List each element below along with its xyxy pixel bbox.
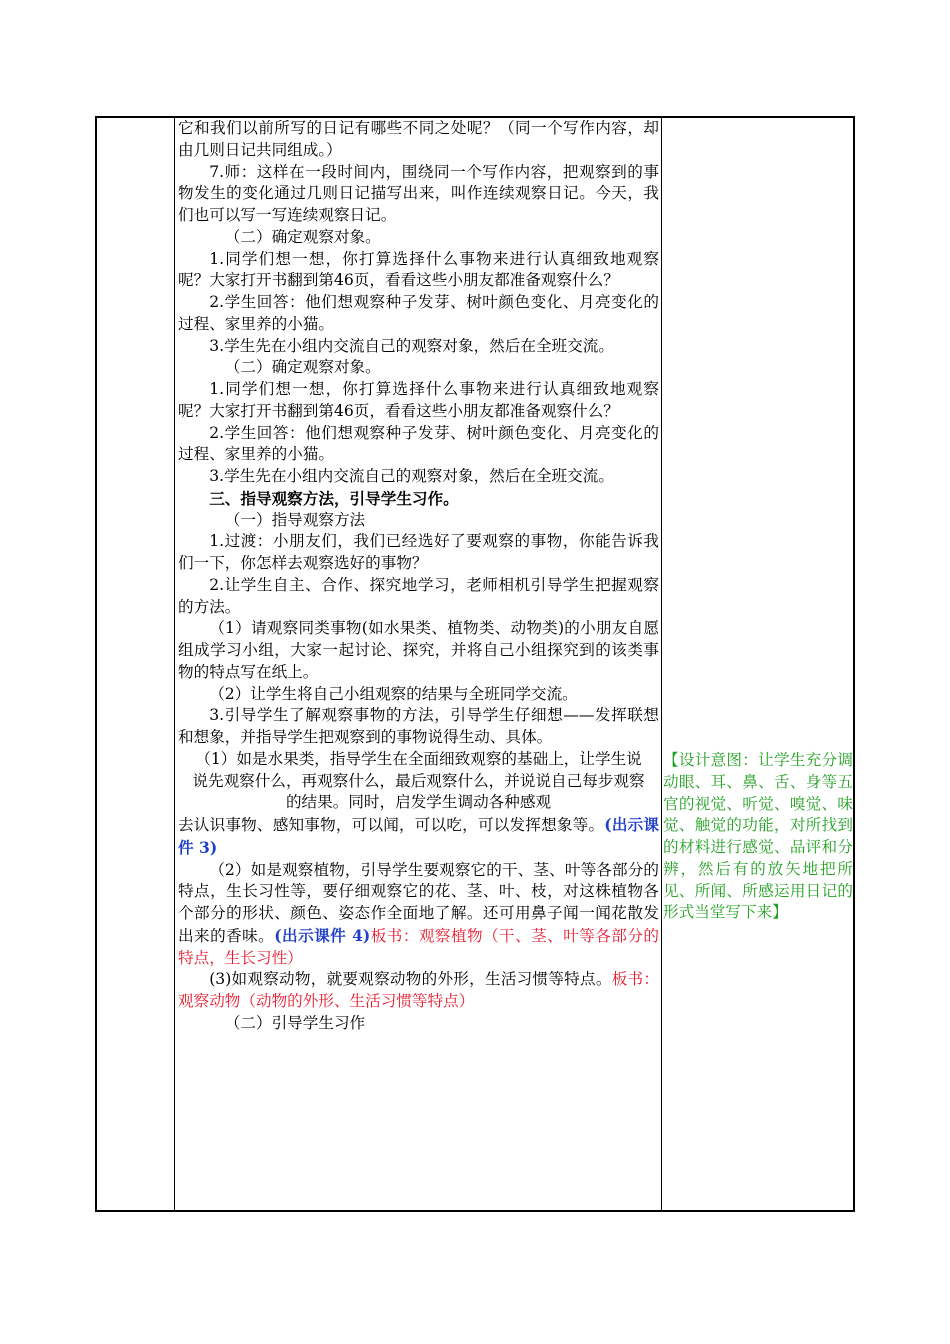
paragraph: 7.师：这样在一段时间内，围绕同一个写作内容，把观察到的事物发生的变化通过几则日记描写出来，叫作连续观察日记。今天，我们也可以写一写连续观察日记。 xyxy=(178,162,659,224)
paragraph: 3.学生先在小组内交流自己的观察对象，然后在全班交流。 xyxy=(209,467,614,485)
lesson-content-column xyxy=(178,118,659,1035)
board-note: 板书：观察动物（动物的外形、生活习惯等特点） xyxy=(178,970,659,1010)
part-heading: 三、指导观察方法，引导学生习作。 xyxy=(209,488,459,508)
column-divider-right xyxy=(661,116,662,1212)
paragraph: 3.引导学生了解观察事物的方法，引导学生仔细想——发挥联想和想象，并指导学生把观察到的事物说得生动、具体。 xyxy=(178,706,659,746)
paragraph: 它和我们以前所写的日记有哪些不同之处呢？（同一个写作内容，却由几则日记共同组成。） xyxy=(178,119,659,159)
board-note: 板书：观察植物（干、茎、叶等各部分的特点，生长习性） xyxy=(178,926,659,967)
column-divider-left xyxy=(174,116,175,1212)
paragraph: 3.学生先在小组内交流自己的观察对象，然后在全班交流。 xyxy=(209,336,614,355)
paragraph: 2.让学生自主、合作、探究地学习，老师相机引导学生把握观察的方法。 xyxy=(178,575,659,616)
paragraph: 1.同学们想一想，你打算选择什么事物来进行认真细致地观察呢？大家打开书翻到第46页，看看这些小朋友都准备观察什么？ xyxy=(178,249,659,290)
text: (3)如观察动物，就要观察动物的外形，生活习惯等特点。 xyxy=(209,970,612,989)
paragraph: （2）让学生将自己小组观察的结果与全班同学交流。 xyxy=(209,684,578,703)
paragraph xyxy=(178,969,659,1013)
paragraph xyxy=(178,860,659,970)
courseware-ref: (出示课件 3) xyxy=(178,815,659,857)
paragraph xyxy=(178,814,659,860)
design-intent-note: 【设计意图：让学生充分调动眼、耳、鼻、舌、身等五官的视觉、听觉、嗅觉、味觉、触觉的功能，对所找到的材料进行感觉、品评和分辨，然后有的放矢地把所见、所闻、所感运用日记的形式当堂写下来】 xyxy=(663,751,853,922)
section-heading: （二）确定观察对象。 xyxy=(224,358,381,377)
paragraph: 1.过渡：小朋友们，我们已经选好了要观察的事物，你能告诉我们一下，你怎样去观察选好的事物？ xyxy=(178,532,659,572)
section-heading: （二）引导学生习作 xyxy=(224,1013,366,1032)
text: （2）如是观察植物，引导学生要观察它的干、茎、叶等各部分的特点，生长习性等，要仔细观察它的花、茎、叶、枝，对这株植物各个部分的形状、颜色、姿态作全面地了解。还可用鼻子闻一闻花散发出来的香味。 xyxy=(178,860,659,945)
courseware-ref: (出示课件 4) xyxy=(274,925,371,945)
paragraph: 1.同学们想一想，你打算选择什么事物来进行认真细致地观察呢？大家打开书翻到第46页，看看这些小朋友都准备观察什么？ xyxy=(178,380,659,420)
paragraph: 2.学生回答：他们想观察种子发芽、树叶颜色变化、月亮变化的过程、家里养的小猫。 xyxy=(178,423,659,464)
paragraph: （1）如是水果类，指导学生在全面细致观察的基础上，让学生说说先观察什么，再观察什么，最后观察什么，并说说自己每步观察的结果。同时，启发学生调动各种感观 xyxy=(192,749,645,812)
section-heading: （二）确定观察对象。 xyxy=(224,227,381,246)
text: 去认识事物、感知事物，可以闻，可以吃，可以发挥想象等。 xyxy=(178,816,605,834)
section-heading: （一）指导观察方法 xyxy=(224,510,366,529)
paragraph: （1）请观察同类事物(如水果类、植物类、动物类)的小朋友自愿组成学习小组，大家一起讨论、探究，并将自己小组探究到的该类事物的特点写在纸上。 xyxy=(178,619,659,681)
paragraph: 2.学生回答：他们想观察种子发芽、树叶颜色变化、月亮变化的过程、家里养的小猫。 xyxy=(178,293,659,333)
